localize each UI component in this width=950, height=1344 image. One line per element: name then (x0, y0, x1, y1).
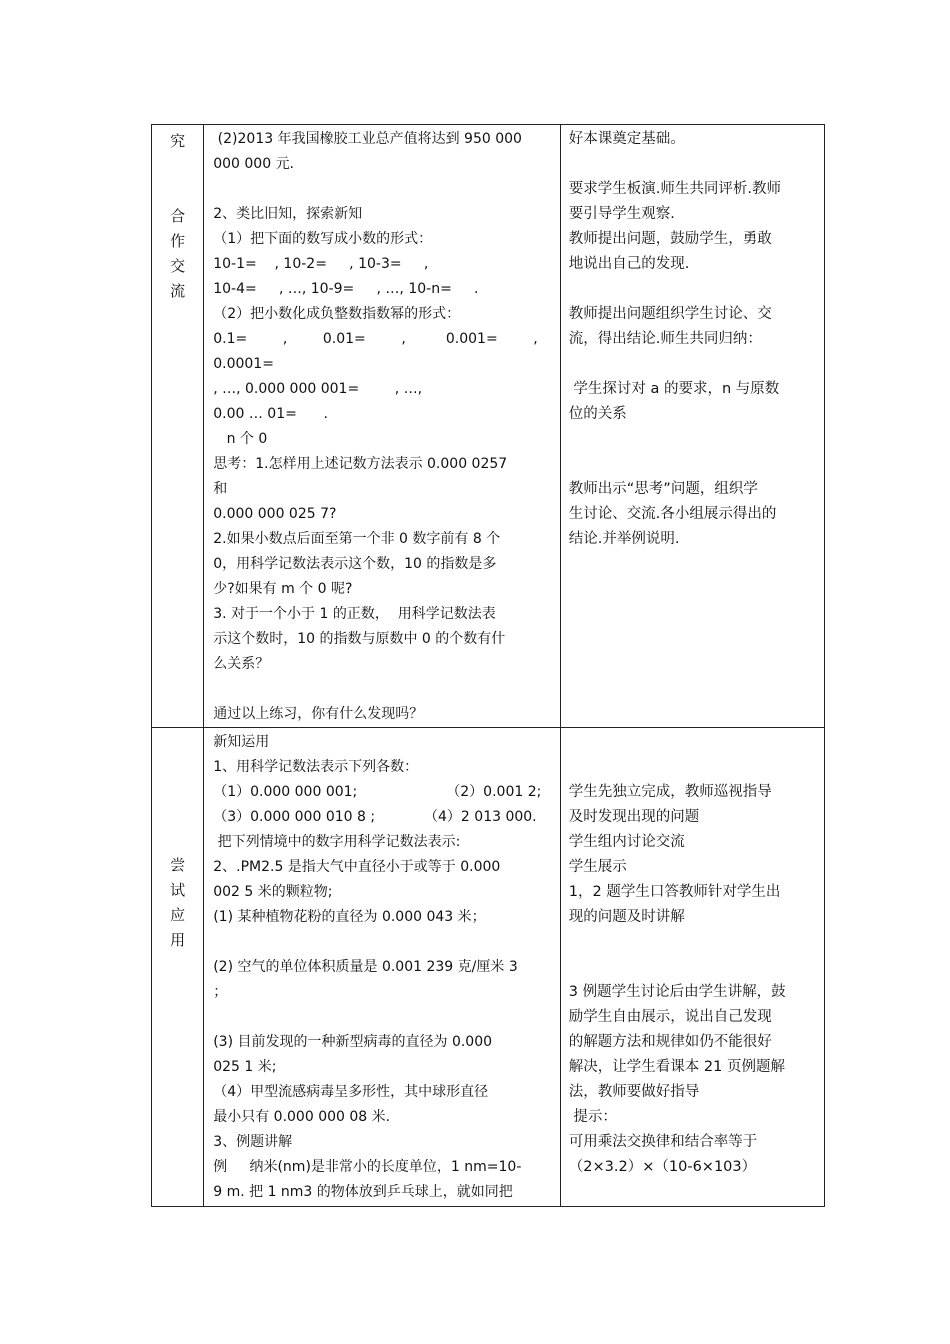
text-line: （1）0.000 000 001; （2）0.001 2; (213, 784, 542, 800)
text-line: 少?如果有 m 个 0 呢? (213, 581, 353, 597)
text-line: n 个 0 (213, 431, 268, 447)
notes-line: （2×3.2）×（10-6×103） (568, 1159, 757, 1175)
notes-line (569, 277, 820, 302)
stage-label-inquiry (152, 125, 204, 728)
notes-line (569, 930, 820, 955)
text-line: 新知运用 (213, 734, 270, 750)
notes-line: 结论.并举例说明. (568, 531, 680, 547)
notes-line: 地说出自己的发现. (568, 256, 690, 272)
notes-line: 解决，让学生看课本 21 页例题解 (568, 1059, 785, 1075)
text-line (213, 177, 556, 202)
notes-line: 好本课奠定基础。 (568, 131, 685, 147)
text-line: 么关系？ (213, 656, 270, 672)
stage-char: 尝 (170, 856, 186, 874)
text-line: 思考：1.怎样用上述记数方法表示 0.000 0257 (213, 456, 508, 472)
text-line: 002 5 米的颗粒物; (213, 884, 333, 900)
text-line: 10-4= , …, 10-9= , …, 10-n= . (213, 281, 479, 297)
text-line: (2)2013 年我国橡胶工业总产值将达到 950 000 (213, 131, 522, 147)
text-line: 2、类比旧知，探索新知 (213, 206, 363, 222)
text-line: （4）甲型流感病毒呈多形性，其中球形直径 (213, 1084, 489, 1100)
stage-char: 作 (170, 232, 186, 250)
notes-line: 3 例题学生讨论后由学生讲解，鼓 (568, 984, 786, 1000)
text-line: 9 m. 把 1 nm3 的物体放到乒乓球上，就如同把 (213, 1184, 513, 1200)
text-line: 2、.PM2.5 是指大气中直径小于或等于 0.000 (213, 859, 501, 875)
text-line: 例 纳米(nm)是非常小的长度单位，1 nm=10- (213, 1159, 522, 1175)
stage-char: 交 (170, 257, 186, 275)
notes-line: 学生先独立完成，教师巡视指导 (568, 784, 772, 800)
text-line: , …, 0.000 000 001= , …, (213, 381, 423, 397)
stage-char: 用 (170, 931, 186, 949)
notes-line: 的解题方法和规律如仍不能很好 (568, 1034, 772, 1050)
stage-char: 试 (170, 881, 186, 899)
notes-line: 现的问题及时讲解 (568, 909, 685, 925)
text-line (213, 677, 556, 702)
text-line: （2）把小数化成负整数指数幂的形式： (213, 306, 461, 322)
notes-line: 学生展示 (568, 859, 627, 875)
stage-char: 应 (170, 906, 186, 924)
text-line: (1) 某种植物花粉的直径为 0.000 043 米； (213, 909, 486, 925)
stage-char: 究 (170, 132, 186, 150)
notes-line (569, 152, 820, 177)
notes-line: 要引导学生观察. (568, 206, 675, 222)
notes-line: 位的关系 (568, 406, 627, 422)
stage-label-application (152, 728, 204, 1207)
text-line: 示这个数时，10 的指数与原数中 0 的个数有什 (213, 631, 506, 647)
text-line: 通过以上练习，你有什么发现吗？ (213, 706, 424, 722)
table-row-inquiry (152, 125, 825, 728)
notes-line: 学生组内讨论交流 (568, 834, 685, 850)
notes-line: 学生探讨对 a 的要求，n 与原数 (568, 381, 780, 397)
text-line: 10-1= , 10-2= , 10-3= , (213, 256, 429, 272)
content-cell-application (204, 728, 561, 1207)
text-line: 0.000 000 025 7? (213, 506, 337, 522)
notes-line: 励学生自由展示，说出自己发现 (568, 1009, 772, 1025)
text-line: 最小只有 0.000 000 08 米. (213, 1109, 391, 1125)
notes-line: 教师提出问题组织学生讨论、交 (568, 306, 772, 322)
table-row-application (152, 728, 825, 1207)
notes-line (569, 427, 820, 452)
notes-line: 生讨论、交流.各小组展示得出的 (568, 506, 777, 522)
notes-line: 法，教师要做好指导 (568, 1084, 700, 1100)
notes-line (569, 352, 820, 377)
text-line: 0.00 … 01= . (213, 406, 328, 422)
text-line: （1）把下面的数写成小数的形式： (213, 231, 433, 247)
text-line: 0.1= , 0.01= , 0.001= , 0.0001= (213, 331, 543, 372)
notes-cell-application (560, 728, 824, 1207)
text-line: 000 000 元. (213, 156, 295, 172)
notes-line: 教师提出问题，鼓励学生，勇敢 (568, 231, 772, 247)
text-line: 和 (213, 481, 228, 497)
notes-line: 流，得出结论.师生共同归纳： (568, 331, 762, 347)
text-line: （3）0.000 000 010 8 ; （4）2 013 000. (213, 809, 537, 825)
text-line: (2) 空气的单位体积质量是 0.001 239 克/厘米 3 (213, 959, 518, 975)
text-line: 把下列情境中的数字用科学记数法表示: (213, 834, 461, 850)
text-line: ； (213, 984, 228, 1000)
text-line: 3、例题讲解 (213, 1134, 293, 1150)
notes-line: 及时发现出现的问题 (568, 809, 700, 825)
notes-line: 1，2 题学生口答教师针对学生出 (568, 884, 781, 900)
text-line (213, 930, 556, 955)
notes-cell-inquiry (560, 125, 824, 728)
notes-line: 教师出示“思考”问题，组织学 (568, 481, 758, 497)
stage-char (152, 179, 203, 204)
text-line: 0，用科学记数法表示这个数，10 的指数是多 (213, 556, 497, 572)
notes-line: 提示： (568, 1109, 617, 1125)
notes-line (569, 955, 820, 980)
notes-line: 要求学生板演.师生共同评析.教师 (568, 181, 782, 197)
text-line: 2.如果小数点后面至第一个非 0 数字前有 8 个 (213, 531, 501, 547)
notes-line (569, 755, 820, 780)
stage-char: 合 (170, 207, 186, 225)
text-line: 3. 对于一个小于 1 的正数， 用科学记数法表 (213, 606, 496, 622)
text-line: 1、用科学记数法表示下列各数： (213, 759, 419, 775)
notes-line (569, 730, 820, 755)
text-line: (3) 目前发现的一种新型病毒的直径为 0.000 (213, 1034, 493, 1050)
notes-line (569, 452, 820, 477)
text-line: 025 1 米; (213, 1059, 277, 1075)
lesson-plan-table (151, 124, 825, 1207)
stage-char: 流 (170, 282, 186, 300)
notes-line: 可用乘法交换律和结合率等于 (568, 1134, 758, 1150)
stage-char (152, 154, 203, 179)
content-cell-inquiry (204, 125, 561, 728)
text-line (213, 1005, 556, 1030)
